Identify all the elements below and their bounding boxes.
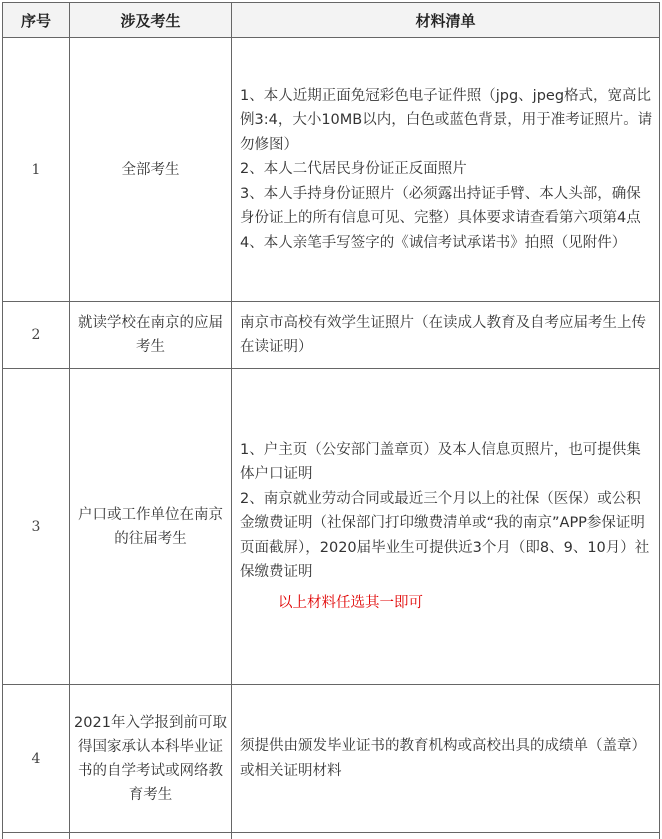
row-candidates: 户口或工作单位在南京的往届考生 — [70, 369, 232, 685]
row-candidates: 全部考生 — [70, 38, 232, 302]
header-materials: 材料清单 — [232, 3, 660, 38]
table-row-partial — [3, 833, 660, 839]
row-materials — [232, 369, 660, 685]
header-number: 序号 — [3, 3, 70, 38]
empty-cell — [70, 833, 232, 839]
row-materials — [232, 302, 660, 369]
material-note: 以上材料任选其一即可 — [240, 591, 653, 616]
row-number: 2 — [3, 302, 70, 369]
empty-cell — [3, 833, 70, 839]
material-item: 须提供由颁发毕业证书的教育机构或高校出具的成绩单（盖章）或相关证明材料 — [240, 734, 653, 783]
material-item: 2、南京就业劳动合同或最近三个月以上的社保（医保）或公积金缴费证明（社保部门打印缴费清单或“我的南京”APP参保证明页面截屏），2020届毕业生可提供近3个月（即8、9、10月）社保缴费证明 — [240, 487, 653, 585]
header-row — [3, 3, 660, 38]
material-item: 南京市高校有效学生证照片（在读成人教育及自考应届考生上传在读证明） — [240, 311, 653, 360]
row-number: 1 — [3, 38, 70, 302]
row-candidates: 2021年入学报到前可取得国家承认本科毕业证书的自学考试或网络教育考生 — [70, 685, 232, 833]
material-item: 1、户主页（公安部门盖章页）及本人信息页照片，也可提供集体户口证明 — [240, 438, 653, 487]
material-item: 1、本人近期正面免冠彩色电子证件照（jpg、jpeg格式，宽高比例3:4，大小10MB以内，白色或蓝色背景，用于准考证照片。请勿修图） — [240, 84, 653, 158]
header-candidates: 涉及考生 — [70, 3, 232, 38]
row-number: 4 — [3, 685, 70, 833]
material-item: 4、本人亲笔手写签字的《诚信考试承诺书》拍照（见附件） — [240, 231, 653, 256]
table-row — [3, 38, 660, 302]
materials-table — [2, 2, 660, 839]
table-row — [3, 302, 660, 369]
table-row — [3, 685, 660, 833]
row-materials — [232, 38, 660, 302]
table-row — [3, 369, 660, 685]
row-number: 3 — [3, 369, 70, 685]
row-materials — [232, 685, 660, 833]
material-item: 3、本人手持身份证照片（必须露出持证手臂、本人头部，确保身份证上的所有信息可见、完整）具体要求请查看第六项第4点 — [240, 182, 653, 231]
material-item: 2、本人二代居民身份证正反面照片 — [240, 157, 653, 182]
row-candidates: 就读学校在南京的应届考生 — [70, 302, 232, 369]
empty-cell — [232, 833, 660, 839]
